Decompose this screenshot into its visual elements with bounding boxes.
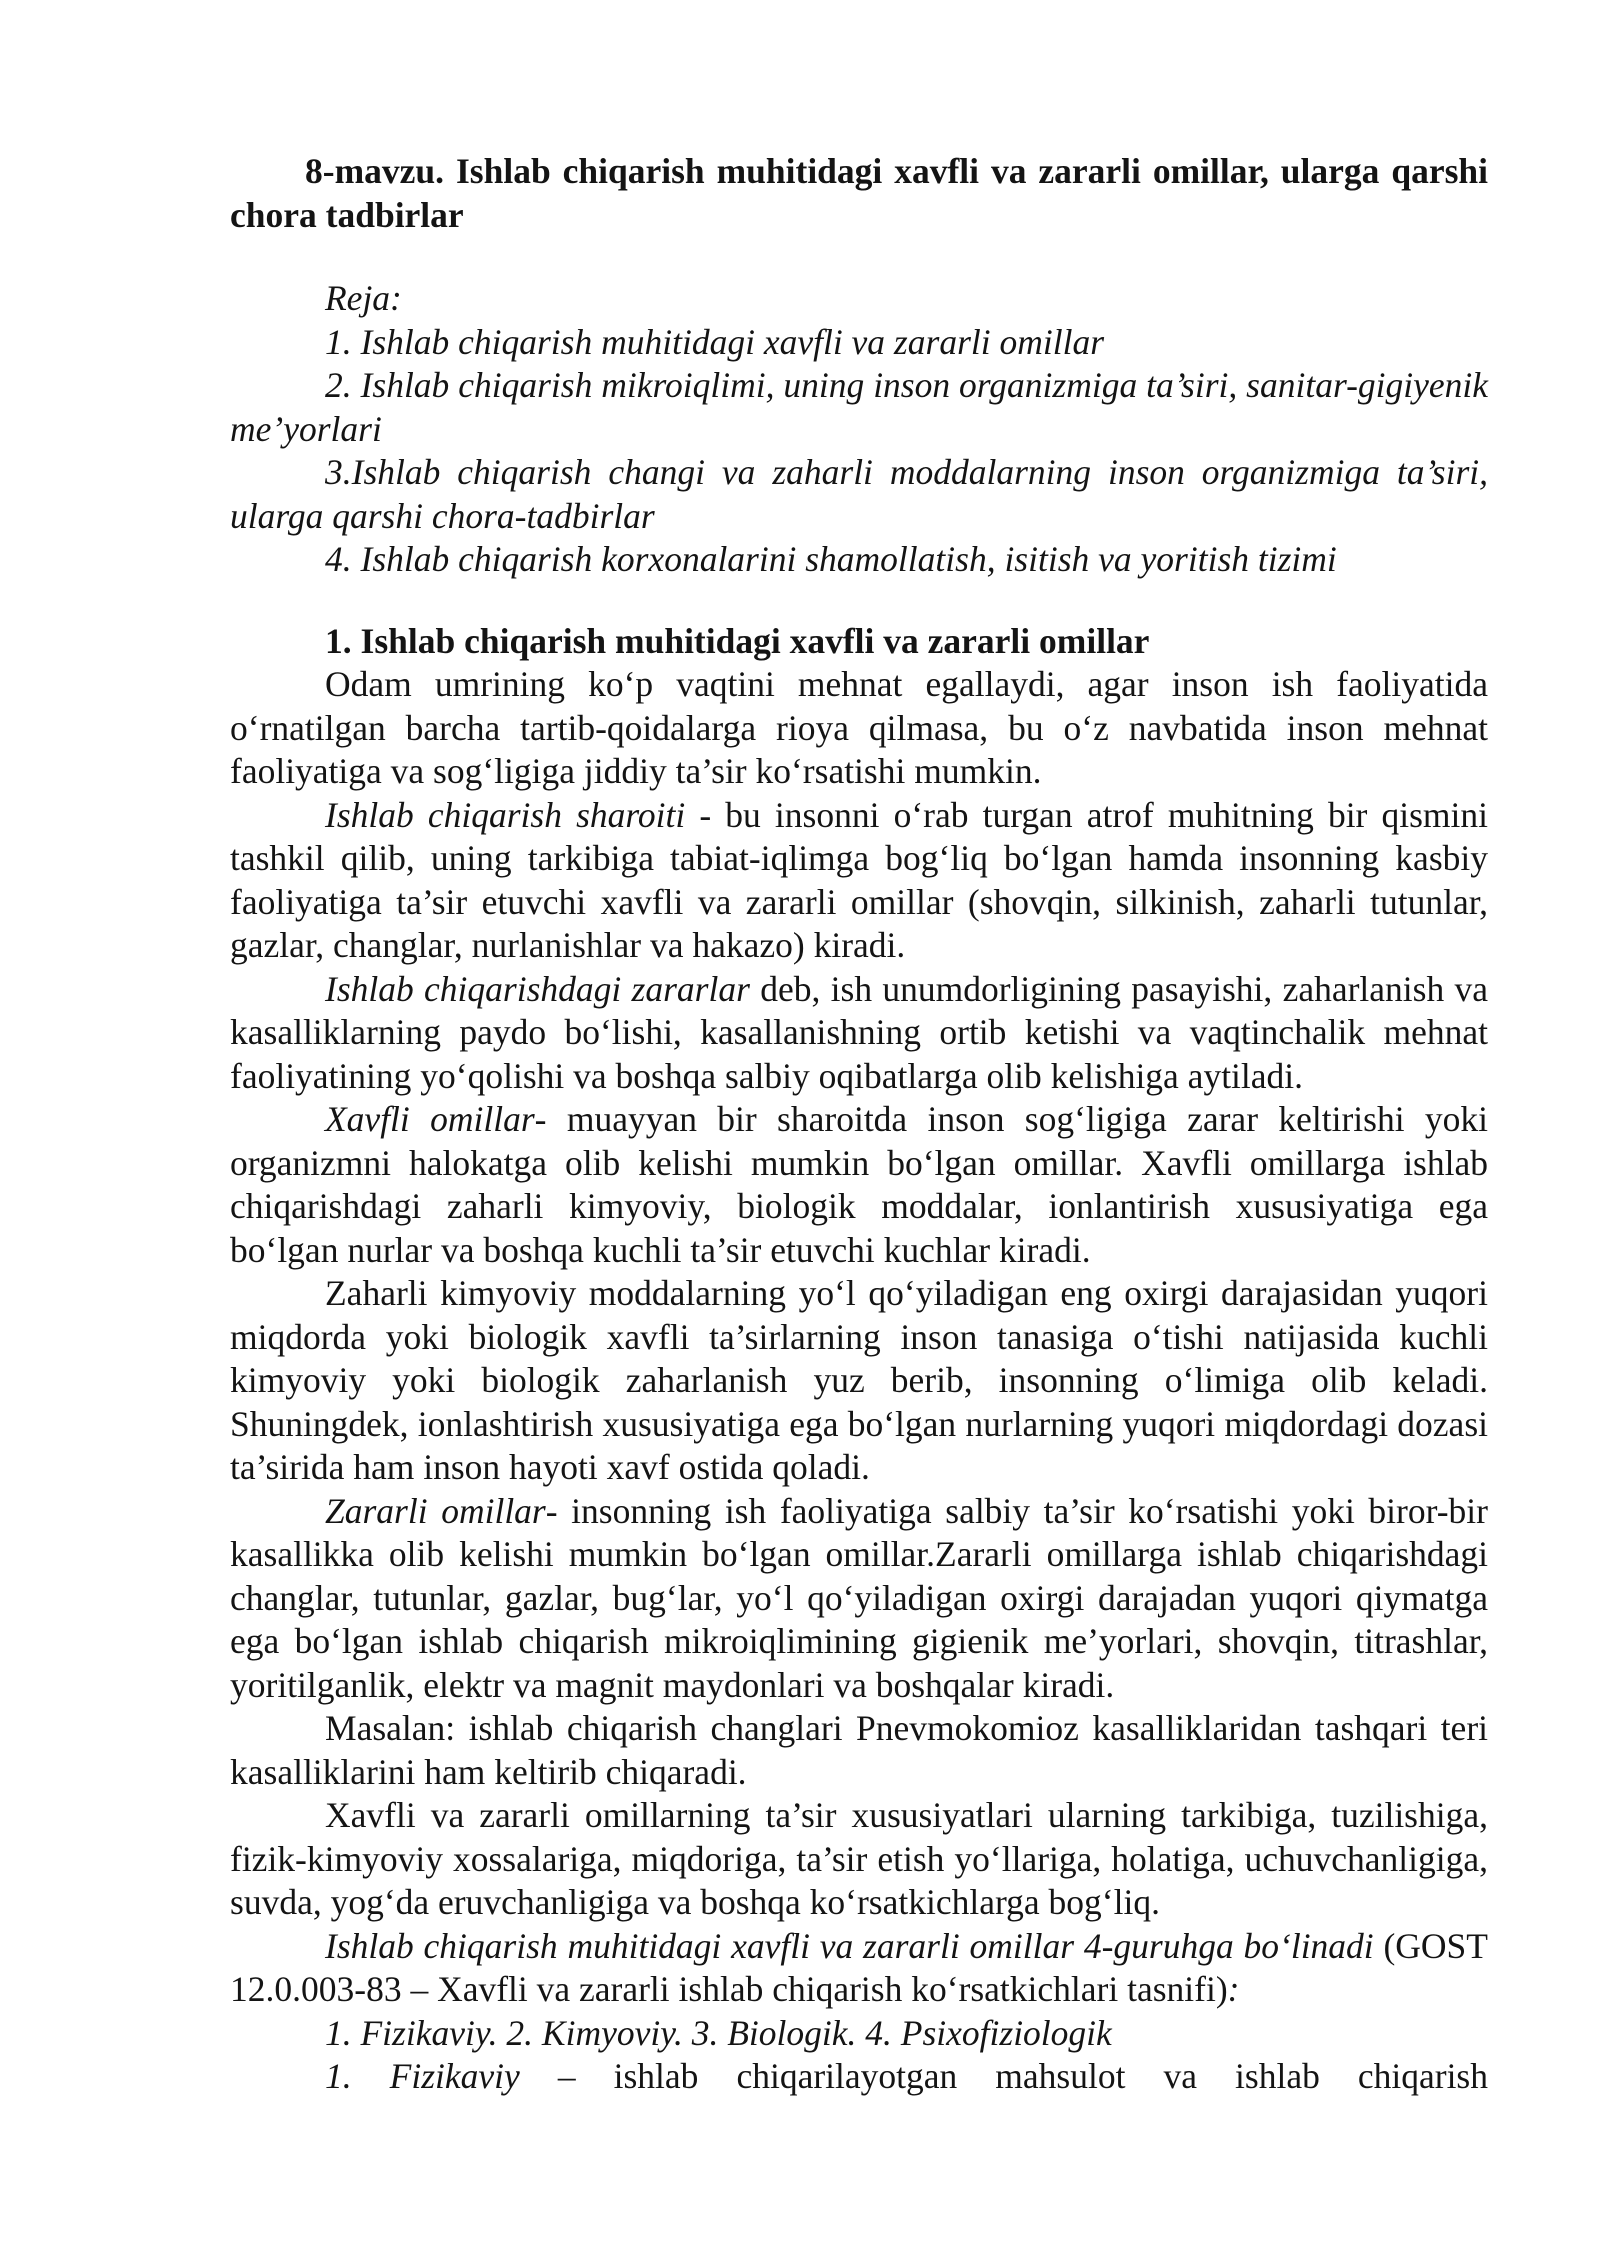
plan-section: [230, 277, 1488, 582]
paragraph-8: Xavfli va zararli omillarning ta’sir xususiyatlari ularning tarkibiga, tuzilishiga, fizik-kimyoviy xossalariga, miqdoriga, ta’sir etish yo‘llariga, holatiga, uchuvchanligiga, suvda, yog‘da eruvchanligiga va boshqa ko‘rsatkichlarga bog‘liq.: [230, 1795, 1488, 1922]
paragraph-10: [230, 2012, 1488, 2056]
paragraph-4-text: - muayyan bir sharoitda inson sog‘ligiga zarar keltirishi yoki organizmni halokatga olib kelishi mumkin bo‘lgan omillar. Xavfli omillarga ishlab chiqarishdagi zaharli kimyoviy, biologik moddalar, ionlantirish xususiyatiga ega bo‘lgan nurlar va boshqa kuchli ta’sir etuvchi kuchlar kiradi.: [230, 1099, 1489, 1270]
paragraph-9-text: (GOST 12.0.003-83 – Xavfli va zararli ishlab chiqarish ko‘rsatkichlari tasnifi): [230, 1925, 1488, 2009]
paragraph-3-text: deb, ish unumdorligining pasayishi, zaharlanish va kasalliklarning paydo bo‘lishi, kasallanishning ortib ketishi va vaqtinchalik mehnat faoliyatining yo‘qolishi va boshqa salbiy oqibatlarga olib kelishiga aytiladi.: [230, 968, 1488, 1096]
term-zararlar: Ishlab chiqarishdagi zararlar: [325, 968, 750, 1009]
paragraph-2-text: - bu insonni o‘rab turgan atrof muhitning bir qismini tashkil qilib, uning tarkibiga tabiat-iqlimga bog‘liq bo‘lgan hamda insonning kasbiy faoliyatiga ta’sir etuvchi xavfli va zararli omillar (shovqin, silkinish, zaharli tutunlar, gazlar, changlar, nurlanishlar va hakazo) kiradi.: [230, 794, 1489, 965]
paragraph-7: Masalan: ishlab chiqarish changlari Pnevmokomioz kasalliklaridan tashqari teri kasalliklarini ham keltirib chiqaradi.: [230, 1708, 1488, 1792]
group-list: 1. Fizikaviy. 2. Kimyoviy. 3. Biologik. 4. Psixofiziologik: [325, 2012, 1112, 2053]
plan-item-4: 4. Ishlab chiqarish korxonalarini shamollatish, isitish va yoritish tizimi: [325, 539, 1337, 579]
page-title: 8-mavzu. Ishlab chiqarish muhitidagi xavfli va zararli omillar, ularga qarshi chora tadbirlar: [230, 151, 1488, 235]
paragraph-9: [230, 1925, 1488, 2012]
paragraph-9-colon: :: [1227, 1969, 1240, 2009]
paragraph-11-text: – ishlab chiqarilayotgan mahsulot va ishlab chiqarish: [519, 2056, 1488, 2096]
term-zararli-omillar: Zararli omillar: [325, 1490, 546, 1531]
plan-label: Reja:: [325, 278, 402, 318]
section-body: [230, 663, 1488, 2099]
document-page: [230, 150, 1488, 2099]
paragraph-6-text: - insonning ish faoliyatiga salbiy ta’sir ko‘rsatishi yoki biror-bir kasallikka olib kelishi mumkin bo‘lgan omillar.Zararli omillarga ishlab chiqarishdagi changlar, tutunlar, gazlar, bug‘lar, yo‘l qo‘yiladigan oxirgi darajadan yuqori qiymatga ega bo‘lgan ishlab chiqarish mikroiqlimining gigienik me’yorlari, shovqin, titrashlar, yoritilganlik, elektr va magnit maydonlari va boshqalar kiradi.: [230, 1490, 1488, 1705]
paragraph-2: [230, 794, 1488, 968]
term-xavfli-omillar: Xavfli omillar: [325, 1099, 535, 1139]
paragraph-5: Zaharli kimyoviy moddalarning yo‘l qo‘yiladigan eng oxirgi darajasidan yuqori miqdorda yoki biologik xavfli ta’sirlarning inson tanasiga o‘tishi natijasida kuchli kimyoviy yoki biologik zaharlanish yuz berib, insonning o‘limiga olib keladi. Shuningdek, ionlashtirish xususiyatiga ega bo‘lgan nurlarning yuqori miqdordagi dozasi ta’sirida ham inson hayoti xavf ostida qoladi.: [230, 1273, 1488, 1487]
plan-item-2: 2. Ishlab chiqarish mikroiqlimi, uning inson organizmiga ta’siri, sanitar-gigiyenik me’yorlari: [230, 365, 1488, 449]
term-4-guruh: Ishlab chiqarish muhitidagi xavfli va zararli omillar 4-guruhga bo‘linadi: [325, 1925, 1374, 1966]
paragraph-4: [230, 1098, 1488, 1272]
paragraph-1: Odam umrining ko‘p vaqtini mehnat egallaydi, agar inson ish faoliyatida o‘rnatilgan barcha tartib-qoidalarga rioya qilmasa, bu o‘z navbatida inson mehnat faoliyatiga va sog‘ligiga jiddiy ta’sir ko‘rsatishi mumkin.: [230, 664, 1488, 791]
plan-item-3: 3.Ishlab chiqarish changi va zaharli moddalarning inson organizmiga ta’siri, ularga qarshi chora-tadbirlar: [230, 452, 1488, 536]
term-ishlab-chiqarish-sharoiti: Ishlab chiqarish sharoiti: [325, 794, 686, 835]
paragraph-6: [230, 1490, 1488, 1708]
term-fizikaviy: 1. Fizikaviy: [325, 2056, 520, 2096]
section-heading: 1. Ishlab chiqarish muhitidagi xavfli va zararli omillar: [325, 620, 1150, 661]
paragraph-3: [230, 968, 1488, 1099]
plan-item-1: 1. Ishlab chiqarish muhitidagi xavfli va zararli omillar: [325, 321, 1105, 362]
paragraph-11: [230, 2055, 1488, 2099]
